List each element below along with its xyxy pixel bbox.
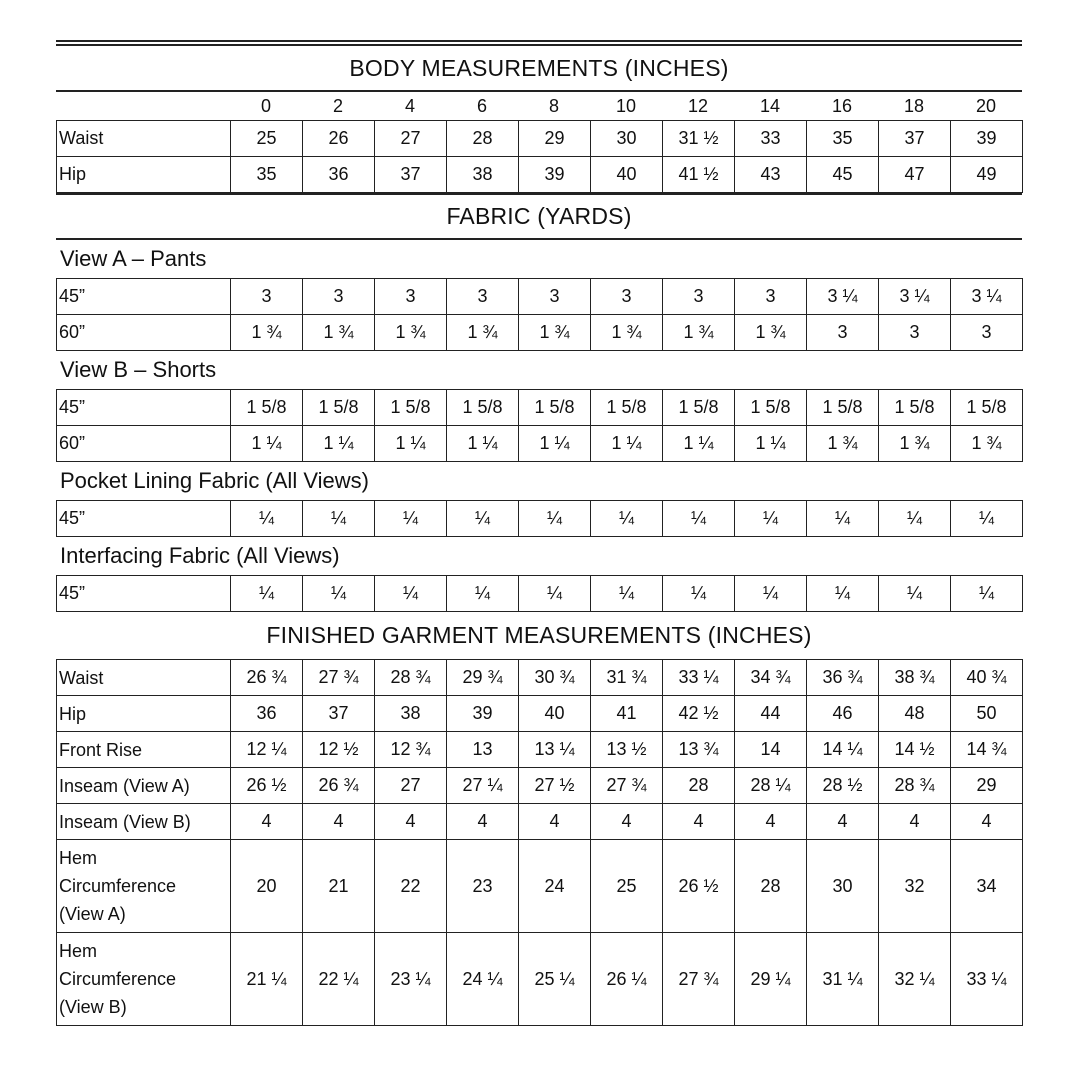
- table-cell: 37: [375, 157, 447, 193]
- size-label: 20: [975, 95, 997, 116]
- table-cell: 32: [879, 840, 951, 933]
- table-cell: 1 ¾: [663, 315, 735, 351]
- table-cell: 31 ¾: [591, 660, 663, 696]
- table-cell: 36: [303, 157, 375, 193]
- table-cell: 30: [591, 121, 663, 157]
- table-cell: 36: [231, 696, 303, 732]
- table-cell: 40: [519, 696, 591, 732]
- table-cell: 1 ¼: [231, 426, 303, 462]
- table-cell: 29 ¾: [447, 660, 519, 696]
- table-cell: 34 ¾: [735, 660, 807, 696]
- table-cell: 38: [375, 696, 447, 732]
- table-cell: 27: [375, 121, 447, 157]
- table-cell: 42 ½: [663, 696, 735, 732]
- table-cell: 29: [519, 121, 591, 157]
- data-table: [56, 120, 1023, 193]
- table-cell: 1 ¼: [375, 426, 447, 462]
- table-cell: 24 ¼: [447, 933, 519, 1026]
- fabric-section-title: Interfacing Fabric (All Views): [60, 543, 340, 568]
- row-label-line: Hem: [59, 848, 98, 868]
- table-cell: 27 ¼: [447, 768, 519, 804]
- table-cell: 1 ¾: [879, 426, 951, 462]
- size-chart: [56, 40, 1022, 1026]
- row-label: 45”: [57, 279, 231, 315]
- fabric-section-title: View A – Pants: [60, 246, 207, 271]
- table-cell: 26 ¼: [591, 933, 663, 1026]
- table-cell: 4: [375, 804, 447, 840]
- table-cell: 22 ¼: [303, 933, 375, 1026]
- table-cell: ¼: [951, 501, 1023, 537]
- table-cell: ¼: [447, 576, 519, 612]
- row-label-line: Waist: [59, 667, 104, 688]
- table-cell: ¼: [807, 501, 879, 537]
- row-label: [57, 804, 231, 840]
- table-cell: 23 ¼: [375, 933, 447, 1026]
- row-label-line: Circumference: [59, 876, 177, 896]
- table-cell: 39: [951, 121, 1023, 157]
- table-cell: 38 ¾: [879, 660, 951, 696]
- finished-measurements-title: FINISHED GARMENT MEASUREMENTS (INCHES): [266, 622, 812, 648]
- data-table: [56, 500, 1023, 537]
- table-cell: 14 ¼: [807, 732, 879, 768]
- table-cell: 27 ¾: [663, 933, 735, 1026]
- data-table: [56, 575, 1023, 612]
- table-cell: 30: [807, 840, 879, 933]
- table-cell: 4: [807, 804, 879, 840]
- table-cell: 49: [951, 157, 1023, 193]
- table-cell: 31 ½: [663, 121, 735, 157]
- table-cell: ¼: [519, 501, 591, 537]
- size-label: 0: [260, 95, 271, 116]
- table-cell: 33 ¼: [663, 660, 735, 696]
- size-label: 2: [332, 95, 343, 116]
- table-cell: 1 ¾: [591, 315, 663, 351]
- table-cell: 44: [735, 696, 807, 732]
- table-cell: 37: [879, 121, 951, 157]
- table-cell: 36 ¾: [807, 660, 879, 696]
- row-label: 60”: [57, 315, 231, 351]
- table-row: [57, 390, 1023, 426]
- table-cell: 13 ¼: [519, 732, 591, 768]
- fabric-section-title: View B – Shorts: [60, 357, 217, 382]
- table-cell: 1 5/8: [951, 390, 1023, 426]
- table-cell: 1 ¼: [303, 426, 375, 462]
- table-cell: 28: [663, 768, 735, 804]
- data-table: [56, 389, 1023, 462]
- table-row: [57, 696, 1023, 732]
- table-cell: 3: [231, 279, 303, 315]
- table-cell: 4: [663, 804, 735, 840]
- table-cell: 1 5/8: [303, 390, 375, 426]
- table-row: [57, 840, 1023, 933]
- table-cell: 4: [231, 804, 303, 840]
- table-cell: 40: [591, 157, 663, 193]
- table-cell: 4: [879, 804, 951, 840]
- size-header-row: [56, 92, 1022, 120]
- table-cell: 32 ¼: [879, 933, 951, 1026]
- table-cell: 4: [519, 804, 591, 840]
- table-row: [57, 501, 1023, 537]
- table-cell: 21: [303, 840, 375, 933]
- table-cell: ¼: [735, 576, 807, 612]
- table-cell: 14: [735, 732, 807, 768]
- table-cell: ¼: [663, 576, 735, 612]
- table-cell: 1 5/8: [879, 390, 951, 426]
- table-cell: ¼: [447, 501, 519, 537]
- table-cell: ¼: [807, 576, 879, 612]
- table-row: [57, 660, 1023, 696]
- table-cell: 1 ¾: [951, 426, 1023, 462]
- table-cell: 26: [303, 121, 375, 157]
- table-cell: 33 ¼: [951, 933, 1023, 1026]
- table-cell: 31 ¼: [807, 933, 879, 1026]
- table-cell: 25: [231, 121, 303, 157]
- table-cell: 28 ¼: [735, 768, 807, 804]
- table-cell: 1 ¾: [303, 315, 375, 351]
- table-cell: 27: [375, 768, 447, 804]
- table-cell: 12 ¼: [231, 732, 303, 768]
- table-cell: ¼: [663, 501, 735, 537]
- table-cell: 43: [735, 157, 807, 193]
- row-label-line: Hip: [59, 703, 87, 724]
- table-cell: 3 ¼: [807, 279, 879, 315]
- data-table: [56, 278, 1023, 351]
- table-cell: 1 ¼: [663, 426, 735, 462]
- table-cell: ¼: [879, 576, 951, 612]
- table-row: [57, 804, 1023, 840]
- table-cell: 25: [591, 840, 663, 933]
- table-cell: 1 5/8: [735, 390, 807, 426]
- table-cell: ¼: [303, 576, 375, 612]
- table-cell: 37: [303, 696, 375, 732]
- table-cell: 23: [447, 840, 519, 933]
- table-cell: 3 ¼: [951, 279, 1023, 315]
- table-cell: 1 5/8: [807, 390, 879, 426]
- row-label: [57, 933, 231, 1026]
- table-cell: 3: [591, 279, 663, 315]
- size-label: 8: [548, 95, 559, 116]
- table-cell: 26 ¾: [303, 768, 375, 804]
- table-cell: ¼: [879, 501, 951, 537]
- table-cell: 1 5/8: [591, 390, 663, 426]
- table-cell: 1 5/8: [375, 390, 447, 426]
- table-cell: 28: [735, 840, 807, 933]
- row-label-line: Hem: [59, 941, 98, 961]
- table-cell: 1 ¼: [519, 426, 591, 462]
- table-cell: ¼: [591, 501, 663, 537]
- table-cell: ¼: [375, 501, 447, 537]
- table-cell: 26 ½: [231, 768, 303, 804]
- table-cell: 20: [231, 840, 303, 933]
- table-row: [57, 933, 1023, 1026]
- table-cell: 47: [879, 157, 951, 193]
- row-label-line: Inseam (View B): [59, 811, 191, 832]
- table-cell: 27 ¾: [591, 768, 663, 804]
- row-label: Hip: [57, 157, 231, 193]
- table-cell: 28 ½: [807, 768, 879, 804]
- row-label: [57, 732, 231, 768]
- table-cell: 41 ½: [663, 157, 735, 193]
- table-row: [57, 732, 1023, 768]
- table-cell: 40 ¾: [951, 660, 1023, 696]
- table-cell: 26 ½: [663, 840, 735, 933]
- table-cell: 29: [951, 768, 1023, 804]
- table-cell: 30 ¾: [519, 660, 591, 696]
- table-row: [57, 157, 1023, 193]
- table-cell: 35: [807, 121, 879, 157]
- table-cell: 1 ¾: [807, 426, 879, 462]
- table-cell: 1 ¾: [519, 315, 591, 351]
- table-cell: 3: [879, 315, 951, 351]
- table-cell: 46: [807, 696, 879, 732]
- table-cell: 3: [375, 279, 447, 315]
- table-row: [57, 426, 1023, 462]
- table-cell: 39: [519, 157, 591, 193]
- table-cell: 3: [303, 279, 375, 315]
- row-label: [57, 768, 231, 804]
- table-cell: 38: [447, 157, 519, 193]
- table-cell: 1 ¾: [447, 315, 519, 351]
- table-cell: 4: [951, 804, 1023, 840]
- table-cell: 3: [447, 279, 519, 315]
- table-cell: 3: [951, 315, 1023, 351]
- table-cell: 1 ¾: [231, 315, 303, 351]
- row-label-line: Circumference: [59, 969, 177, 989]
- table-cell: 13: [447, 732, 519, 768]
- table-cell: 1 5/8: [663, 390, 735, 426]
- table-row: [57, 576, 1023, 612]
- row-label: 45”: [57, 390, 231, 426]
- table-cell: 27 ½: [519, 768, 591, 804]
- row-label-line: Inseam (View A): [59, 775, 190, 796]
- table-cell: 13 ½: [591, 732, 663, 768]
- table-row: [57, 121, 1023, 157]
- table-cell: 3: [519, 279, 591, 315]
- row-label-line: Front Rise: [59, 739, 143, 760]
- row-label: [57, 840, 231, 933]
- table-cell: 22: [375, 840, 447, 933]
- row-label: [57, 660, 231, 696]
- table-cell: 26 ¾: [231, 660, 303, 696]
- table-cell: 50: [951, 696, 1023, 732]
- table-cell: 48: [879, 696, 951, 732]
- table-cell: 1 5/8: [447, 390, 519, 426]
- size-label: 18: [903, 95, 925, 116]
- table-row: [57, 315, 1023, 351]
- table-cell: 4: [591, 804, 663, 840]
- table-cell: 1 5/8: [231, 390, 303, 426]
- table-cell: ¼: [303, 501, 375, 537]
- table-cell: 4: [303, 804, 375, 840]
- size-label: 16: [831, 95, 853, 116]
- table-cell: 3: [807, 315, 879, 351]
- row-label: 60”: [57, 426, 231, 462]
- row-label: 45”: [57, 501, 231, 537]
- table-cell: ¼: [375, 576, 447, 612]
- table-cell: 1 ¼: [447, 426, 519, 462]
- table-cell: 41: [591, 696, 663, 732]
- table-cell: 1 ¼: [591, 426, 663, 462]
- table-cell: 35: [231, 157, 303, 193]
- data-table: [56, 659, 1023, 1026]
- fabric-section-title: Pocket Lining Fabric (All Views): [60, 468, 369, 493]
- size-label: 6: [476, 95, 487, 116]
- table-cell: 45: [807, 157, 879, 193]
- table-cell: 12 ¾: [375, 732, 447, 768]
- table-cell: 1 ¾: [735, 315, 807, 351]
- fabric-title: FABRIC (YARDS): [446, 203, 632, 229]
- table-cell: 4: [447, 804, 519, 840]
- table-cell: ¼: [231, 501, 303, 537]
- size-header-blank: [56, 92, 230, 120]
- table-cell: 34: [951, 840, 1023, 933]
- table-cell: 29 ¼: [735, 933, 807, 1026]
- table-row: [57, 279, 1023, 315]
- table-cell: ¼: [591, 576, 663, 612]
- table-cell: 3: [663, 279, 735, 315]
- table-cell: 24: [519, 840, 591, 933]
- row-label: Waist: [57, 121, 231, 157]
- table-cell: 1 ¾: [375, 315, 447, 351]
- table-cell: ¼: [231, 576, 303, 612]
- table-cell: 21 ¼: [231, 933, 303, 1026]
- table-cell: 13 ¾: [663, 732, 735, 768]
- row-label: [57, 696, 231, 732]
- size-label: 12: [687, 95, 709, 116]
- row-label-line: (View A): [59, 904, 126, 924]
- table-cell: 28: [447, 121, 519, 157]
- table-cell: 14 ¾: [951, 732, 1023, 768]
- table-cell: 4: [735, 804, 807, 840]
- table-cell: ¼: [735, 501, 807, 537]
- table-cell: ¼: [519, 576, 591, 612]
- table-cell: 33: [735, 121, 807, 157]
- table-cell: 27 ¾: [303, 660, 375, 696]
- size-label: 10: [615, 95, 637, 116]
- table-cell: 39: [447, 696, 519, 732]
- table-cell: 28 ¾: [879, 768, 951, 804]
- row-label: 45”: [57, 576, 231, 612]
- table-cell: 28 ¾: [375, 660, 447, 696]
- table-cell: 25 ¼: [519, 933, 591, 1026]
- size-label: 4: [404, 95, 415, 116]
- size-label: 14: [759, 95, 781, 116]
- table-cell: ¼: [951, 576, 1023, 612]
- table-cell: 3 ¼: [879, 279, 951, 315]
- table-cell: 1 ¼: [735, 426, 807, 462]
- table-row: [57, 768, 1023, 804]
- body-measurements-title: BODY MEASUREMENTS (INCHES): [349, 55, 729, 81]
- row-label-line: (View B): [59, 997, 127, 1017]
- table-cell: 14 ½: [879, 732, 951, 768]
- table-cell: 12 ½: [303, 732, 375, 768]
- table-cell: 1 5/8: [519, 390, 591, 426]
- table-cell: 3: [735, 279, 807, 315]
